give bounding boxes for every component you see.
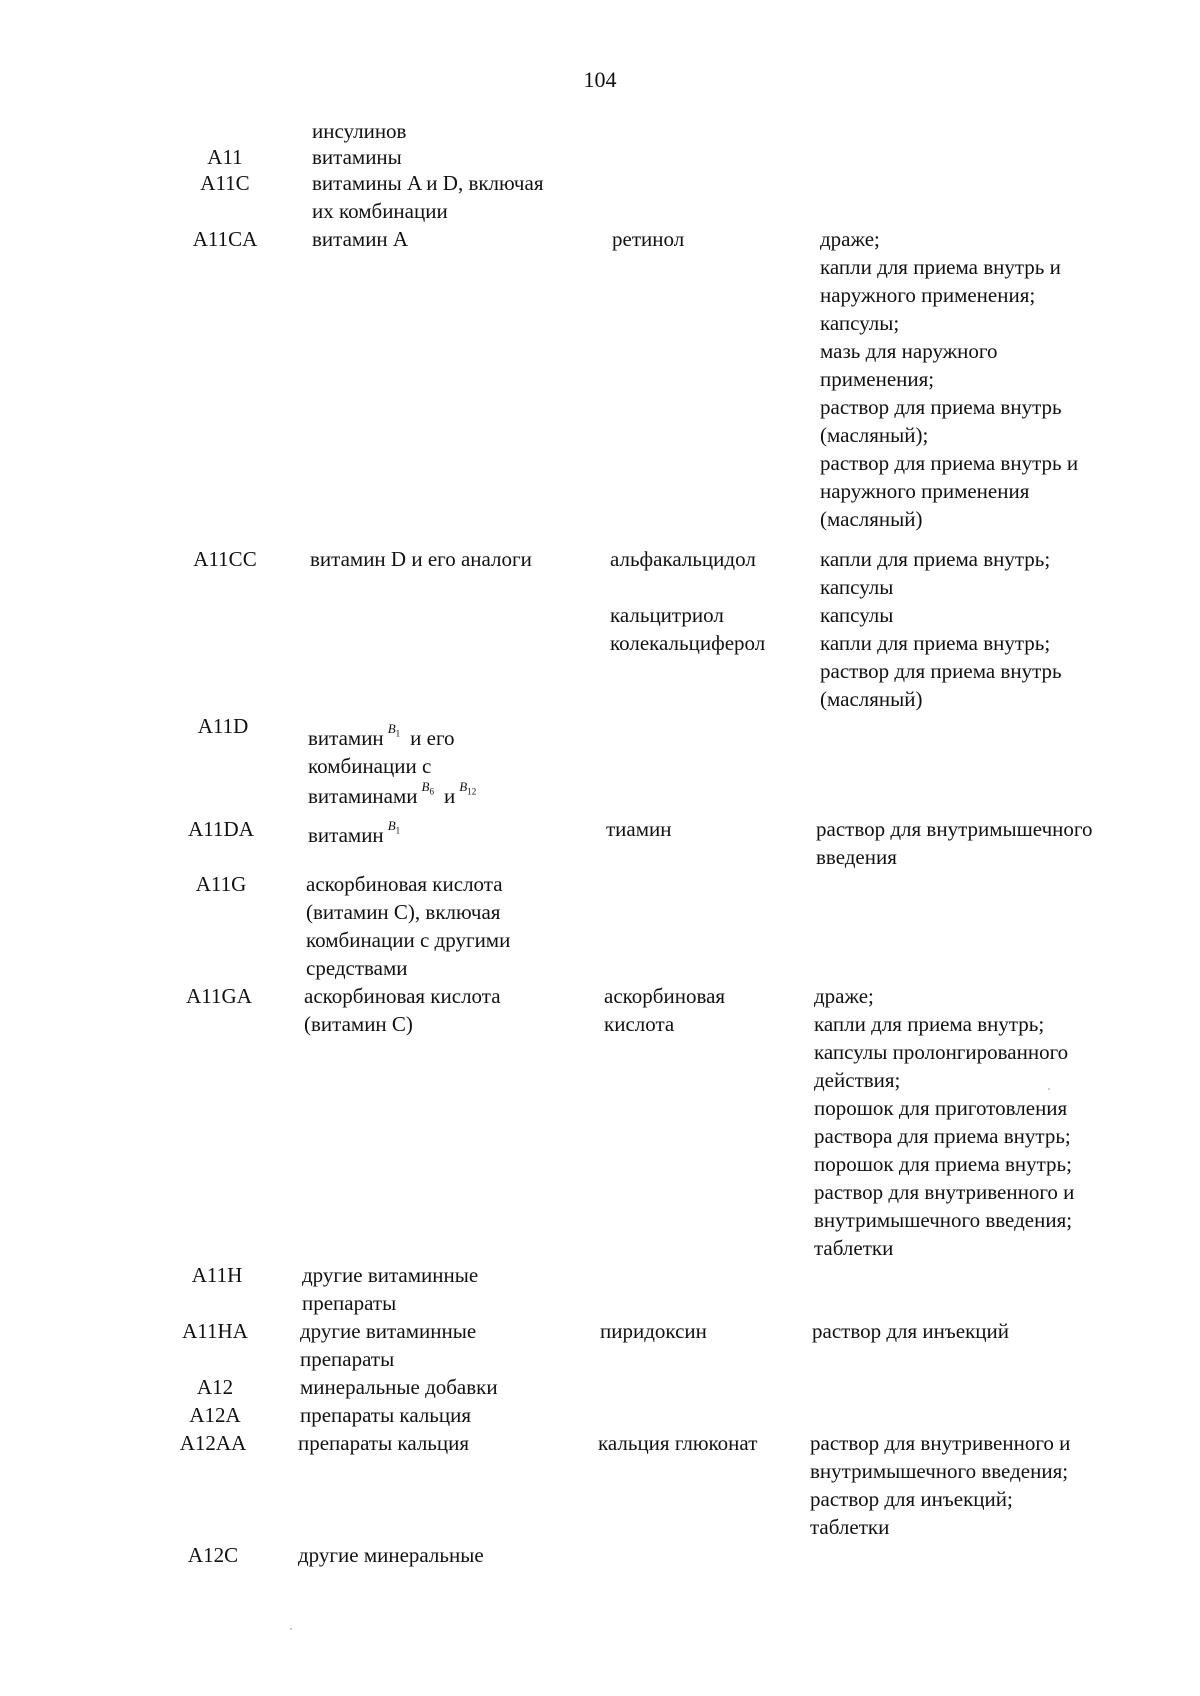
- atc-code: A11HA: [182, 1319, 248, 1343]
- atc-code: A12AA: [179, 1431, 247, 1455]
- vitamin-symbol: $B_1$: [387, 818, 401, 836]
- atc-name: препараты кальция: [300, 1403, 472, 1427]
- atc-code: A11H: [191, 1263, 243, 1287]
- atc-name: препараты кальция: [298, 1431, 470, 1455]
- vitamin-symbol: $B_{12}$: [459, 779, 477, 797]
- atc-code: A11CA: [192, 227, 258, 251]
- dosage-forms: драже; капли для приема внутрь; капсулы пролонгированного действия; порошок для приготовления раствора для приема внутрь; порошок для приема внутрь; раствор для внутривенного и внутримышечного введения; таблетки: [814, 984, 1075, 1260]
- page-number: 104: [583, 67, 617, 92]
- dosage-forms: капли для приема внутрь; раствор для приема внутрь (масляный): [820, 631, 1062, 711]
- atc-code: A11G: [195, 872, 247, 896]
- atc-code: A11DA: [188, 817, 254, 841]
- atc-name: витамины: [312, 145, 402, 169]
- dosage-forms: раствор для внутривенного и внутримышечного введения; раствор для инъекций; таблетки: [810, 1431, 1071, 1539]
- atc-name: аскорбиновая кислота (витамин C): [304, 984, 501, 1036]
- drug-name: аскорбиновая кислота: [604, 984, 726, 1036]
- atc-code: A11C: [200, 171, 250, 195]
- atc-code: A11: [207, 145, 243, 169]
- atc-name: инсулинов: [312, 119, 407, 143]
- scan-speck: [290, 1628, 292, 1630]
- vitamin-symbol: $B_1$: [387, 721, 401, 739]
- atc-code: A11CC: [193, 547, 257, 571]
- atc-name: другие витаминные препараты: [302, 1263, 479, 1315]
- drug-name: альфакальцидол: [610, 547, 756, 571]
- vitamin-symbol: $B_6$: [421, 779, 434, 797]
- drug-name: ретинол: [612, 227, 685, 251]
- dosage-forms: капсулы: [820, 603, 894, 627]
- scan-speck: [1048, 1088, 1050, 1090]
- drug-name: колекальциферол: [610, 631, 766, 655]
- atc-code: A12: [196, 1375, 234, 1399]
- dosage-forms: капли для приема внутрь; капсулы: [820, 547, 1051, 599]
- dosage-forms: драже; капли для приема внутрь и наружного применения; капсулы; мазь для наружного применения; раствор для приема внутрь (масляный); раствор для приема внутрь и наружного применения (масляный): [820, 227, 1079, 531]
- dosage-forms: раствор для внутримышечного введения: [816, 817, 1093, 869]
- drug-name: тиамин: [606, 817, 672, 841]
- drug-name: пиридоксин: [600, 1319, 707, 1343]
- atc-name: другие витаминные препараты: [300, 1319, 477, 1371]
- drug-name: кальция глюконат: [598, 1431, 758, 1455]
- atc-name: минеральные добавки: [300, 1375, 498, 1399]
- atc-name: другие минеральные: [298, 1543, 484, 1567]
- atc-code: A11GA: [186, 984, 252, 1008]
- atc-name: витамин $B_1$ и его комбинации с витаминами $B_6$ и $B_{12}$: [308, 721, 477, 808]
- atc-name: витамин D и его аналоги: [310, 547, 532, 571]
- dosage-forms: раствор для инъекций: [812, 1319, 1009, 1343]
- atc-code: A12A: [189, 1403, 241, 1427]
- drug-name: кальцитриол: [610, 603, 724, 627]
- atc-code: A11D: [197, 714, 249, 738]
- atc-name: витамин $B_1$: [308, 818, 401, 847]
- atc-name: витамины A и D, включая их комбинации: [312, 171, 544, 223]
- atc-name: аскорбиновая кислота (витамин C), включая комбинации с другими средствами: [306, 872, 511, 980]
- atc-name: витамин A: [312, 227, 409, 251]
- atc-code: A12C: [187, 1543, 239, 1567]
